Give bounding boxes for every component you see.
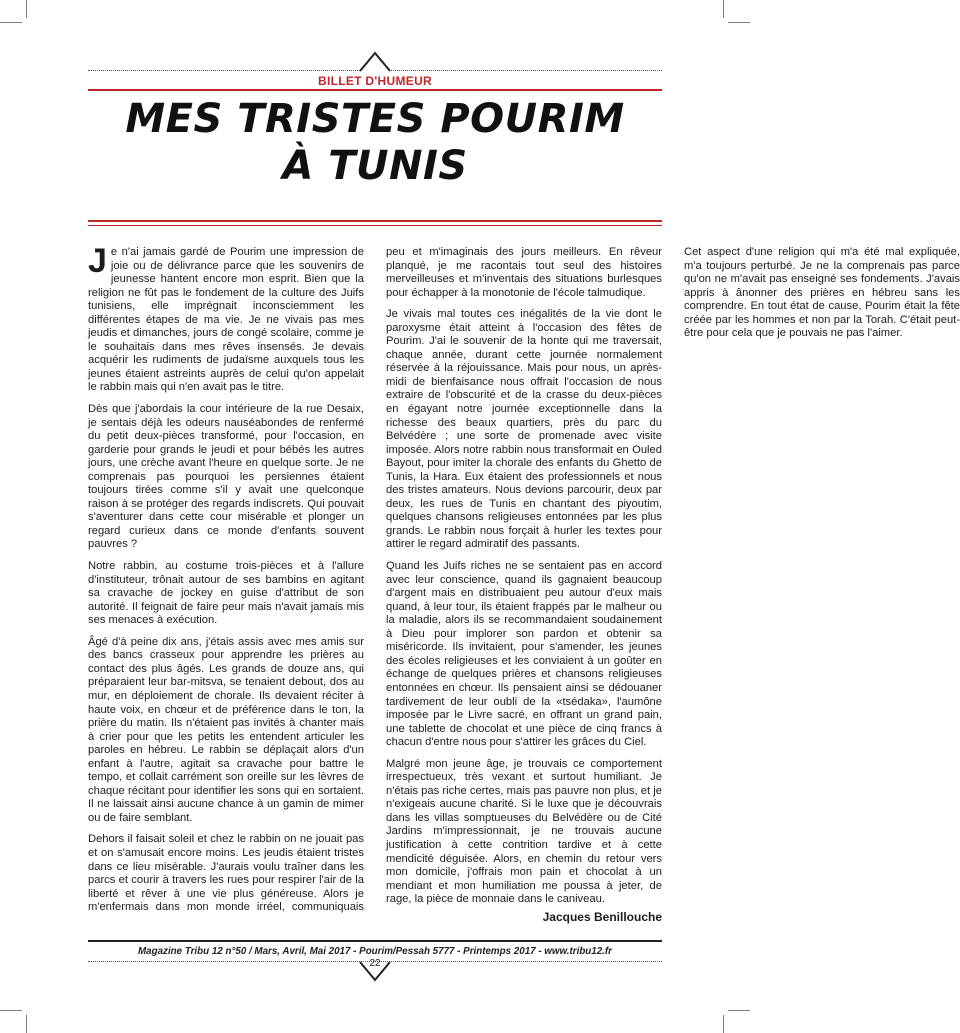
paragraph-text: e n'ai jamais gardé de Pourim une impression de joie ou de délivrance parce que les souvenirs de jeunesse hantent encore mon esprit. Bien que la religion ne fût pas le fondement de la culture des Juifs tunisiens, elle imprégnait inconsciemment les différentes étapes de ma vie. Je ne vivais pas mes jeudis et dimanches, jours de congé scolaire, comme je le souhaitais dans mes rêves insensés. Je devais acquérir les rudiments de judaïsme auxquels tous les jeunes étaient astreints auprès de celui qu'on appelait le rabbin mais qui n'en avait pas le titre. <box>88 246 364 394</box>
crop-mark <box>723 1015 724 1033</box>
paragraph: Cet aspect d'une religion qui m'a été mal expliquée, m'a toujours perturbé. Je ne la comprenais pas parce qu'on ne m'avait pas enseigné ses fondements. J'avais appris à ânonner des prières en hébreu sans les comprendre. En tout état de cause, Pourim était la fête créée par les hommes et non par la Torah. C'était peut-être pour cela que je pouvais ne pas l'aimer. <box>684 246 960 340</box>
header-triangle-icon <box>358 50 392 72</box>
paragraph: Quand les Juifs riches ne se sentaient pas en accord avec leur conscience, quand ils gagnaient beaucoup d'argent mais en distribuaient peu autour d'eux mais quand, à leur tour, ils étaient frappés par le malheur ou la maladie, alors ils se recommandaient soudainement à Dieu pour implorer son pardon et obtenir sa miséricorde. Ils invitaient, pour s'amender, les jeunes des écoles religieuses et les conviaient à un goûter en échange de quelques prières et chansons religieuses entonnées en chœur. Ils pensaient ainsi se dédouaner tardivement de leur oubli de la «tsédaka», l'aumône imposée par le Livre sacré, en offrant un grand pain, une tablette de chocolat et une pièce de cinq francs à chacun d'entre nous pour s'attirer les grâces du Ciel. <box>386 560 662 749</box>
paragraph <box>88 242 364 395</box>
paragraph: Malgré mon jeune âge, je trouvais ce comportement irrespectueux, très vexant et surtout humiliant. Je n'étais pas riche certes, mais pas pauvre non plus, et je n'exigeais aucune charité. Si le luxe que je découvrais dans les villas somptueuses du Belvédère ou de Cité Jardins m'impressionnait, je ne trouvais aucune justification à cette contrition tardive et à cette mendicité déguisée. Alors, en chemin du retour vers mon domicile, j'offrais mon pain et chocolat à un mendiant et mon humiliation me poussa à jeter, de rage, la pièce de monnaie dans le caniveau. <box>386 757 662 906</box>
author-signature: Jacques Benillouche <box>542 910 662 924</box>
crop-mark <box>0 22 22 23</box>
footer-rule <box>88 940 662 942</box>
paragraph: Âgé d'à peine dix ans, j'étais assis avec mes amis sur des bancs crasseux pour apprendre les prières au contact des plus âgés. Les grands de douze ans, qui préparaient leur bar-mitsva, se tenaient debout, dos au mur, en déploiement de chorale. Ils devaient réciter à haute voix, en chœur et de préférence dans le ton, la prière du matin. Ils n'étaient pas invités à chanter mais à crier pour que les petits les entendent articuler les paroles en hébreu. Le rabbin se déplaçait alors d'un enfant à l'autre, agitait sa cravache pour battre le tempo, et collait carrément son oreille sur les lèvres de chaque récitant pour identifier les sons qui en sortaient. Il ne laissait ainsi aucune chance à un gamin de mimer ou de faire semblant. <box>88 635 364 824</box>
crop-mark <box>0 1010 22 1011</box>
article-body <box>88 242 960 922</box>
title-red-rule <box>88 220 662 222</box>
title-line-2: À TUNIS <box>282 143 468 189</box>
drop-cap: J <box>88 242 107 280</box>
title-line-1: MES TRISTES POURIM <box>125 96 625 142</box>
title-red-rule-2 <box>88 225 662 226</box>
header-red-rule <box>88 89 662 91</box>
crop-mark <box>728 1010 750 1011</box>
section-label: BILLET D'HUMEUR <box>317 74 432 88</box>
footer-text: Magazine Tribu 12 n°50 / Mars, Avril, Mai 2017 - Pourim/Pessah 5777 - Printemps 2017 - www.tribu12.fr <box>138 946 612 957</box>
paragraph: Dehors il faisait soleil et chez le rabbin on ne jouait pas et on s'amusait encore moins. Les jeudis étaient tristes dans ce lieu misérable. J'aurais voulu traîner dans les parcs et courir à travers les rues pour respirer l'air de la liberté et rêver à une vie plus généreuse. Alors je m'enfermais dans mon monde irréel, communiquais peu et m'imaginais des jours meilleurs. En rêveur planqué, je me racontais tout seul des histoires merveilleuses et m'inventais des situations burlesques pour échapper à la monotonie de l'école talmudique. <box>88 246 662 914</box>
crop-mark <box>723 0 724 18</box>
paragraph: Notre rabbin, au costume trois-pièces et à l'allure d'instituteur, trônait autour de ses bambins en agitant sa cravache de jockey en guise d'attribut de son autorité. Il feignait de faire peur mais n'avait jamais mis ses menaces à exécution. <box>88 560 364 627</box>
crop-mark <box>26 0 27 18</box>
article-title <box>0 96 750 190</box>
page-number: 22 <box>369 958 381 969</box>
crop-mark <box>728 22 750 23</box>
paragraph: Dès que j'abordais la cour intérieure de la rue Desaix, je sentais déjà les odeurs nauséabondes de renfermé du petit deux-pièces transformé, pour l'occasion, en garderie pour grands le jeudi et pour bébés les autres jours, une crèche avant l'heure en quelque sorte. Je ne comprenais pas pourquoi les persiennes étaient toujours tirées comme s'il y avait une quelconque raison à se protéger des regards indiscrets. Qui pouvait s'aventurer dans cette cour misérable et plonger un regard curieux dans ce monde d'enfants souvent pauvres ? <box>88 403 364 551</box>
crop-mark <box>26 1015 27 1033</box>
paragraph: Je vivais mal toutes ces inégalités de la vie dont le paroxysme était atteint à l'occasion des fêtes de Pourim. J'ai le souvenir de la honte qui me traversait, chaque année, durant cette journée normalement réservée à la réjouissance. Mais pour nous, un après-midi de bienfaisance nous offrait l'occasion de nous extraire de l'obscurité et de la crasse du deux-pièces en égayant notre journée exceptionnelle dans la richesse des beaux quartiers, près du parc du Belvédère ; une sorte de promenade avec visite imposée. Alors notre rabbin nous transformait en Ouled Bayout, pour imiter la chorale des enfants du Ghetto de Tunis, la Hara. Eux étaient des professionnels et nous des tristes amateurs. Nous devions parcourir, deux par deux, les rues de Tunis en chantant des piyoutim, quelques chansons religieuses entonnées par les plus grands. Le rabbin nous forçait à hurler les textes pour attirer le regard admiratif des passants. <box>386 308 662 551</box>
